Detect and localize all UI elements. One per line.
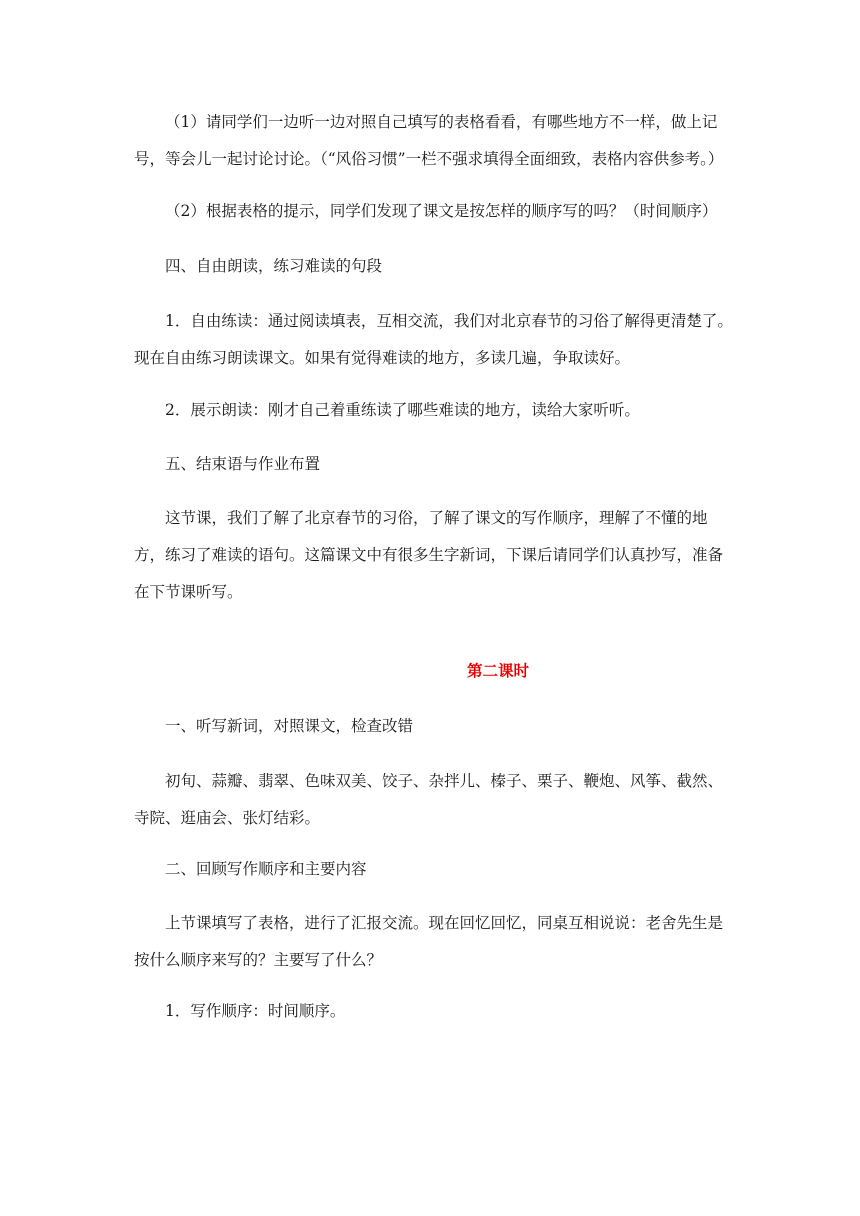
section-title-second-lesson: 第二课时 — [466, 661, 529, 680]
paragraph-show-reading: 2．展示朗读：刚才自己着重练读了哪些难读的地方，读给大家听听。 — [165, 401, 640, 419]
section-heading-free-reading: 四、自由朗读，练习难读的句段 — [165, 257, 383, 275]
section-heading-dictation: 一、听写新词，对照课文，检查改错 — [165, 717, 414, 735]
paragraph-writing-order-question: （2）根据表格的提示，同学们发现了课文是按怎样的顺序写的吗？（时间顺序） — [165, 202, 718, 220]
paragraph-free-practice: 1．自由练读：通过阅读填表，互相交流，我们对北京春节的习俗了解得更清楚了。现在自由练习朗读课文。如果有觉得难读的地方，多读几遍，争取读好。 — [134, 312, 733, 367]
paragraph-vocabulary-list: 初旬、蒜瓣、翡翠、色味双美、饺子、杂拌儿、榛子、栗子、鞭炮、风筝、截然、寺院、逛庙会、张灯结彩。 — [134, 772, 724, 827]
section-heading-closing: 五、结束语与作业布置 — [165, 455, 321, 473]
paragraph-summary-homework: 这节课，我们了解了北京春节的习俗，了解了课文的写作顺序，理解了不懂的地方，练习了难读的语句。这篇课文中有很多生字新词，下课后请同学们认真抄写，准备在下节课听写。 — [134, 509, 724, 601]
paragraph-discussion-instructions: （1）请同学们一边听一边对照自己填写的表格看看，有哪些地方不一样，做上记号，等会儿一起讨论讨论。（“风俗习惯”一栏不强求填得全面细致，表格内容供参考。） — [134, 113, 724, 168]
paragraph-writing-order-answer: 1．写作顺序：时间顺序。 — [165, 1002, 346, 1020]
paragraph-review-prompt: 上节课填写了表格，进行了汇报交流。现在回忆回忆，同桌互相说说：老舍先生是按什么顺序来写的？主要写了什么？ — [134, 914, 724, 969]
section-heading-review: 二、回顾写作顺序和主要内容 — [165, 860, 367, 878]
